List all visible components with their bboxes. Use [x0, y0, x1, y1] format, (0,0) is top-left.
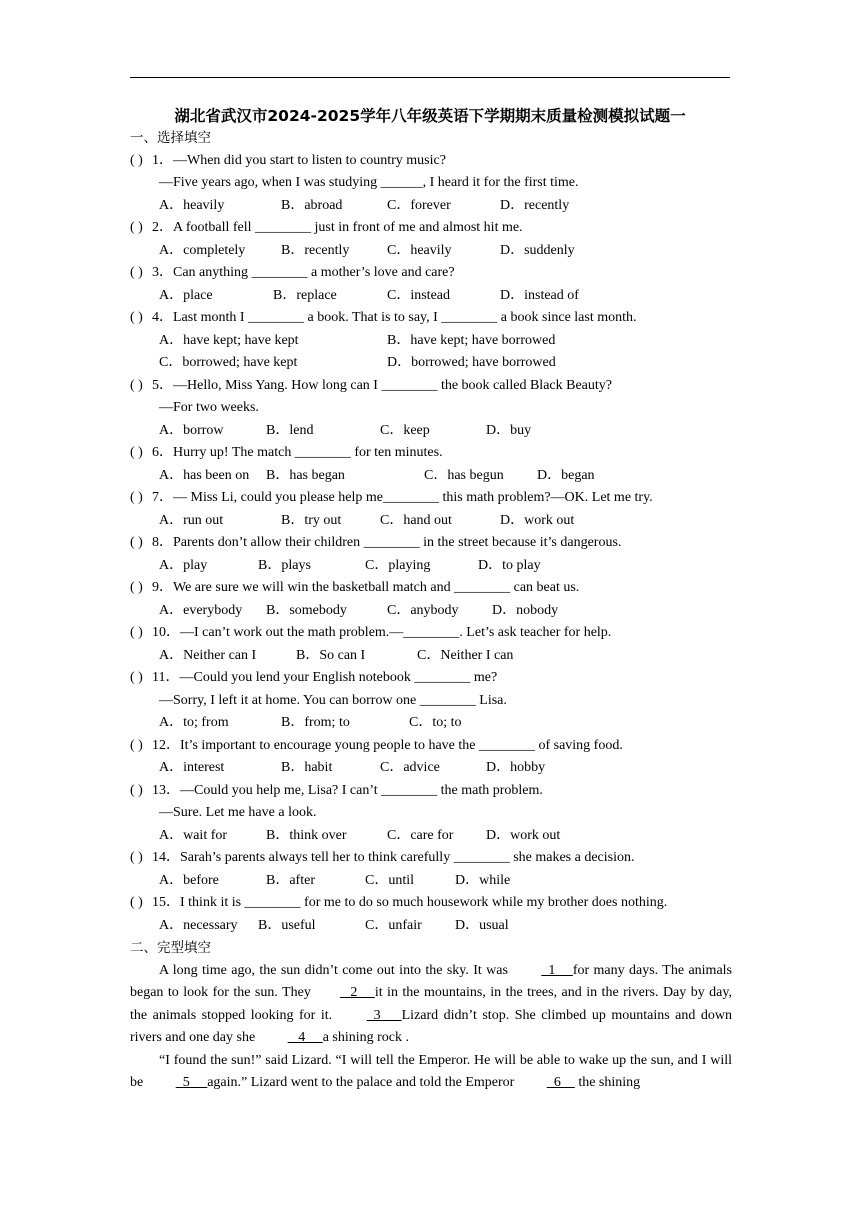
option-row	[130, 600, 732, 623]
question-stem: Hurry up! The match ________ for ten minutes.	[173, 445, 443, 460]
question-stem: Parents don’t allow their children ________ in the street because it’s dangerous.	[173, 535, 622, 550]
option-d[interactable]: D．work out	[486, 827, 561, 843]
question-4	[130, 307, 732, 330]
option-b[interactable]: B．have kept; have borrowed	[387, 332, 556, 348]
option-b[interactable]: B．from; to	[281, 715, 350, 730]
question-continuation: —Sure. Let me have a look.	[159, 805, 317, 820]
cloze-paragraph-2	[130, 1050, 732, 1095]
question-15	[130, 892, 732, 915]
option-d[interactable]: D．suddenly	[500, 242, 575, 258]
cloze-text: A long time ago, the sun didn’t come out into the sky. It was	[159, 962, 513, 978]
question-number: 6．	[152, 445, 173, 460]
question-7	[130, 487, 732, 510]
option-a[interactable]: A．borrow	[159, 422, 224, 438]
option-a[interactable]: A．interest	[159, 760, 225, 775]
question-stem: —Could you help me, Lisa? I can’t ________ the math problem.	[180, 782, 543, 798]
question-number: 7．	[152, 490, 173, 505]
option-row	[130, 712, 732, 735]
question-2	[130, 217, 732, 240]
question-stem: — Miss Li, could you please help me________ this math problem?—OK. Let me try.	[173, 490, 653, 505]
option-row	[130, 465, 732, 488]
option-d[interactable]: D．buy	[486, 422, 532, 438]
option-a[interactable]: A．heavily	[159, 197, 225, 213]
question-stem: We are sure we will win the basketball match and ________ can beat us.	[173, 580, 580, 595]
question-stem: —Could you lend your English notebook ________ me?	[179, 670, 498, 685]
question-continuation: —Sorry, I left it at home. You can borrow one ________ Lisa.	[159, 692, 507, 708]
option-d[interactable]: D．work out	[500, 512, 575, 528]
option-b[interactable]: B．recently	[281, 242, 350, 258]
answer-bracket[interactable]: ( )	[130, 310, 143, 325]
option-c[interactable]: C．advice	[380, 760, 440, 775]
option-d[interactable]: D．nobody	[492, 602, 559, 618]
option-a[interactable]: A．wait for	[159, 827, 228, 843]
option-a[interactable]: A．everybody	[159, 602, 243, 618]
option-row	[130, 195, 732, 218]
option-b[interactable]: B．habit	[281, 760, 333, 775]
option-c[interactable]: C．heavily	[387, 242, 452, 258]
cloze-blank-1: 1	[541, 962, 573, 978]
cloze-text: the shining	[574, 1075, 641, 1090]
question-number: 10．	[152, 625, 180, 640]
question-number: 15．	[152, 895, 180, 910]
question-number: 5．	[152, 377, 173, 393]
answer-bracket[interactable]: ( )	[130, 850, 143, 865]
option-a[interactable]: A．place	[159, 287, 213, 303]
answer-bracket[interactable]: ( )	[130, 535, 143, 550]
option-c[interactable]: C．keep	[380, 422, 430, 438]
question-11	[130, 667, 732, 690]
question-stem: —When did you start to listen to country music?	[173, 152, 446, 168]
question-stem: It’s important to encourage young people to have the ________ of saving food.	[180, 737, 623, 753]
answer-bracket[interactable]: ( )	[130, 445, 143, 460]
option-a[interactable]: A．has been on	[159, 467, 250, 483]
option-row	[130, 825, 732, 848]
question-number: 9．	[152, 580, 173, 595]
section-heading-choice: 一、选择填空	[130, 130, 211, 146]
answer-bracket[interactable]: ( )	[130, 490, 143, 505]
answer-bracket[interactable]: ( )	[130, 895, 143, 910]
option-row	[130, 510, 732, 533]
question-12	[130, 735, 732, 758]
cloze-text: Lizard didn’t stop. She climbed up mountains and down rivers and one day she	[130, 1007, 732, 1045]
question-number: 3．	[152, 265, 173, 280]
option-c[interactable]: C．anybody	[387, 602, 459, 618]
answer-bracket[interactable]: ( )	[130, 782, 143, 798]
header-rule	[130, 77, 730, 78]
option-d[interactable]: D．to play	[478, 557, 541, 573]
question-number: 4．	[152, 310, 173, 325]
cloze-blank-3: 3	[366, 1007, 402, 1023]
option-d[interactable]: D．instead of	[500, 287, 579, 303]
question-number: 11．	[152, 670, 180, 685]
option-b[interactable]: B．has began	[266, 467, 345, 483]
section-heading-cloze: 二、完型填空	[130, 940, 211, 956]
cloze-paragraph-1	[130, 960, 732, 1050]
exam-title: 湖北省武汉市2024-2025学年八年级英语下学期期末质量检测模拟试题一	[174, 107, 686, 125]
question-stem: Sarah’s parents always tell her to think carefully ________ she makes a decision.	[180, 850, 635, 865]
question-continuation: —For two weeks.	[159, 400, 259, 415]
option-a[interactable]: A．run out	[159, 512, 224, 528]
option-c[interactable]: C．Neither I can	[417, 647, 514, 663]
question-list	[130, 150, 732, 938]
question-6	[130, 442, 732, 465]
option-row	[130, 757, 732, 780]
option-a[interactable]: A．to; from	[159, 715, 229, 730]
cloze-text: it in the mountains, in the trees, and in the rivers. Day by day, the animals stopped looking for it.	[130, 985, 732, 1023]
option-d[interactable]: D．recently	[500, 197, 570, 213]
cloze-blank-2: 2	[339, 985, 375, 1000]
option-b[interactable]: B．think over	[266, 827, 347, 843]
option-b[interactable]: B．somebody	[266, 602, 347, 618]
option-a[interactable]: A．have kept; have kept	[159, 332, 299, 348]
option-c[interactable]: C．care for	[387, 827, 454, 843]
question-number: 13．	[152, 782, 180, 798]
option-row	[130, 352, 732, 375]
question-8	[130, 532, 732, 555]
option-b[interactable]: B．lend	[266, 422, 314, 438]
option-c[interactable]: C．has begun	[424, 467, 504, 483]
option-d[interactable]: D．usual	[455, 917, 509, 933]
cloze-blank-4: 4	[287, 1030, 323, 1045]
option-b[interactable]: B．after	[266, 872, 315, 888]
question-13	[130, 780, 732, 803]
option-c[interactable]: C．borrowed; have kept	[159, 355, 298, 370]
option-a[interactable]: A．play	[159, 557, 208, 573]
answer-bracket[interactable]: ( )	[130, 152, 143, 168]
option-a[interactable]: A．necessary	[159, 917, 238, 933]
question-5	[130, 375, 732, 398]
option-b[interactable]: B．replace	[273, 287, 337, 303]
question-number: 14．	[152, 850, 180, 865]
option-a[interactable]: A．before	[159, 872, 219, 888]
option-row	[130, 915, 732, 938]
answer-bracket[interactable]: ( )	[130, 265, 143, 280]
option-b[interactable]: B．try out	[281, 512, 342, 528]
answer-bracket[interactable]: ( )	[130, 377, 143, 393]
option-row	[130, 240, 732, 263]
cloze-blank-5: 5	[175, 1075, 208, 1090]
question-10	[130, 622, 732, 645]
question-3	[130, 262, 732, 285]
option-b[interactable]: B．So can I	[296, 647, 366, 663]
option-c[interactable]: C．playing	[365, 557, 431, 573]
option-d[interactable]: D．began	[537, 467, 595, 483]
question-9	[130, 577, 732, 600]
cloze-blank-6: 6	[546, 1075, 575, 1090]
question-stem: —I can’t work out the math problem.—________. Let’s ask teacher for help.	[180, 625, 612, 640]
option-row	[130, 555, 732, 578]
answer-bracket[interactable]: ( )	[130, 580, 143, 595]
option-c[interactable]: C．hand out	[380, 512, 452, 528]
option-d[interactable]: D．borrowed; have borrowed	[387, 355, 556, 370]
option-row	[130, 285, 732, 308]
option-c[interactable]: C．to; to	[409, 715, 462, 730]
cloze-text: again.” Lizard went to the palace and told the Emperor	[207, 1075, 518, 1090]
answer-bracket[interactable]: ( )	[130, 220, 143, 235]
cloze-text: for many days. The animals began to look for the sun. They	[130, 962, 732, 1000]
option-row	[130, 330, 732, 353]
option-row	[130, 420, 732, 443]
question-stem: —Hello, Miss Yang. How long can I ________ the book called Black Beauty?	[173, 377, 612, 393]
question-stem: A football fell ________ just in front of me and almost hit me.	[173, 220, 523, 235]
option-d[interactable]: D．while	[455, 872, 511, 888]
option-c[interactable]: C．forever	[387, 197, 451, 213]
option-row	[130, 645, 732, 668]
option-c[interactable]: C．until	[365, 872, 415, 888]
question-1	[130, 150, 732, 173]
option-b[interactable]: B．useful	[258, 917, 316, 933]
question-stem: I think it is ________ for me to do so much housework while my brother does nothing.	[180, 895, 668, 910]
option-c[interactable]: C．unfair	[365, 917, 422, 933]
answer-bracket[interactable]: ( )	[130, 670, 143, 685]
option-c[interactable]: C．instead	[387, 287, 450, 303]
question-number: 2．	[152, 220, 173, 235]
question-stem: Last month I ________ a book. That is to say, I ________ a book since last month.	[173, 310, 637, 325]
question-number: 12．	[152, 737, 180, 753]
cloze-text: “I found the sun!” said Lizard. “I will tell the Emperor. He will be able to wake up the sun, and I will be	[130, 1052, 732, 1090]
answer-bracket[interactable]: ( )	[130, 737, 143, 753]
option-d[interactable]: D．hobby	[486, 760, 546, 775]
option-b[interactable]: B．abroad	[281, 197, 343, 213]
question-number: 8．	[152, 535, 173, 550]
option-a[interactable]: A．completely	[159, 242, 246, 258]
question-number: 1．	[152, 152, 173, 168]
answer-bracket[interactable]: ( )	[130, 625, 143, 640]
question-14	[130, 847, 732, 870]
cloze-text: a shining rock .	[322, 1030, 410, 1045]
exam-content	[130, 127, 732, 1095]
option-b[interactable]: B．plays	[258, 557, 311, 573]
question-stem: Can anything ________ a mother’s love and care?	[173, 265, 455, 280]
option-row	[130, 870, 732, 893]
option-a[interactable]: A．Neither can I	[159, 647, 257, 663]
question-continuation: —Five years ago, when I was studying ______, I heard it for the first time.	[159, 175, 579, 190]
